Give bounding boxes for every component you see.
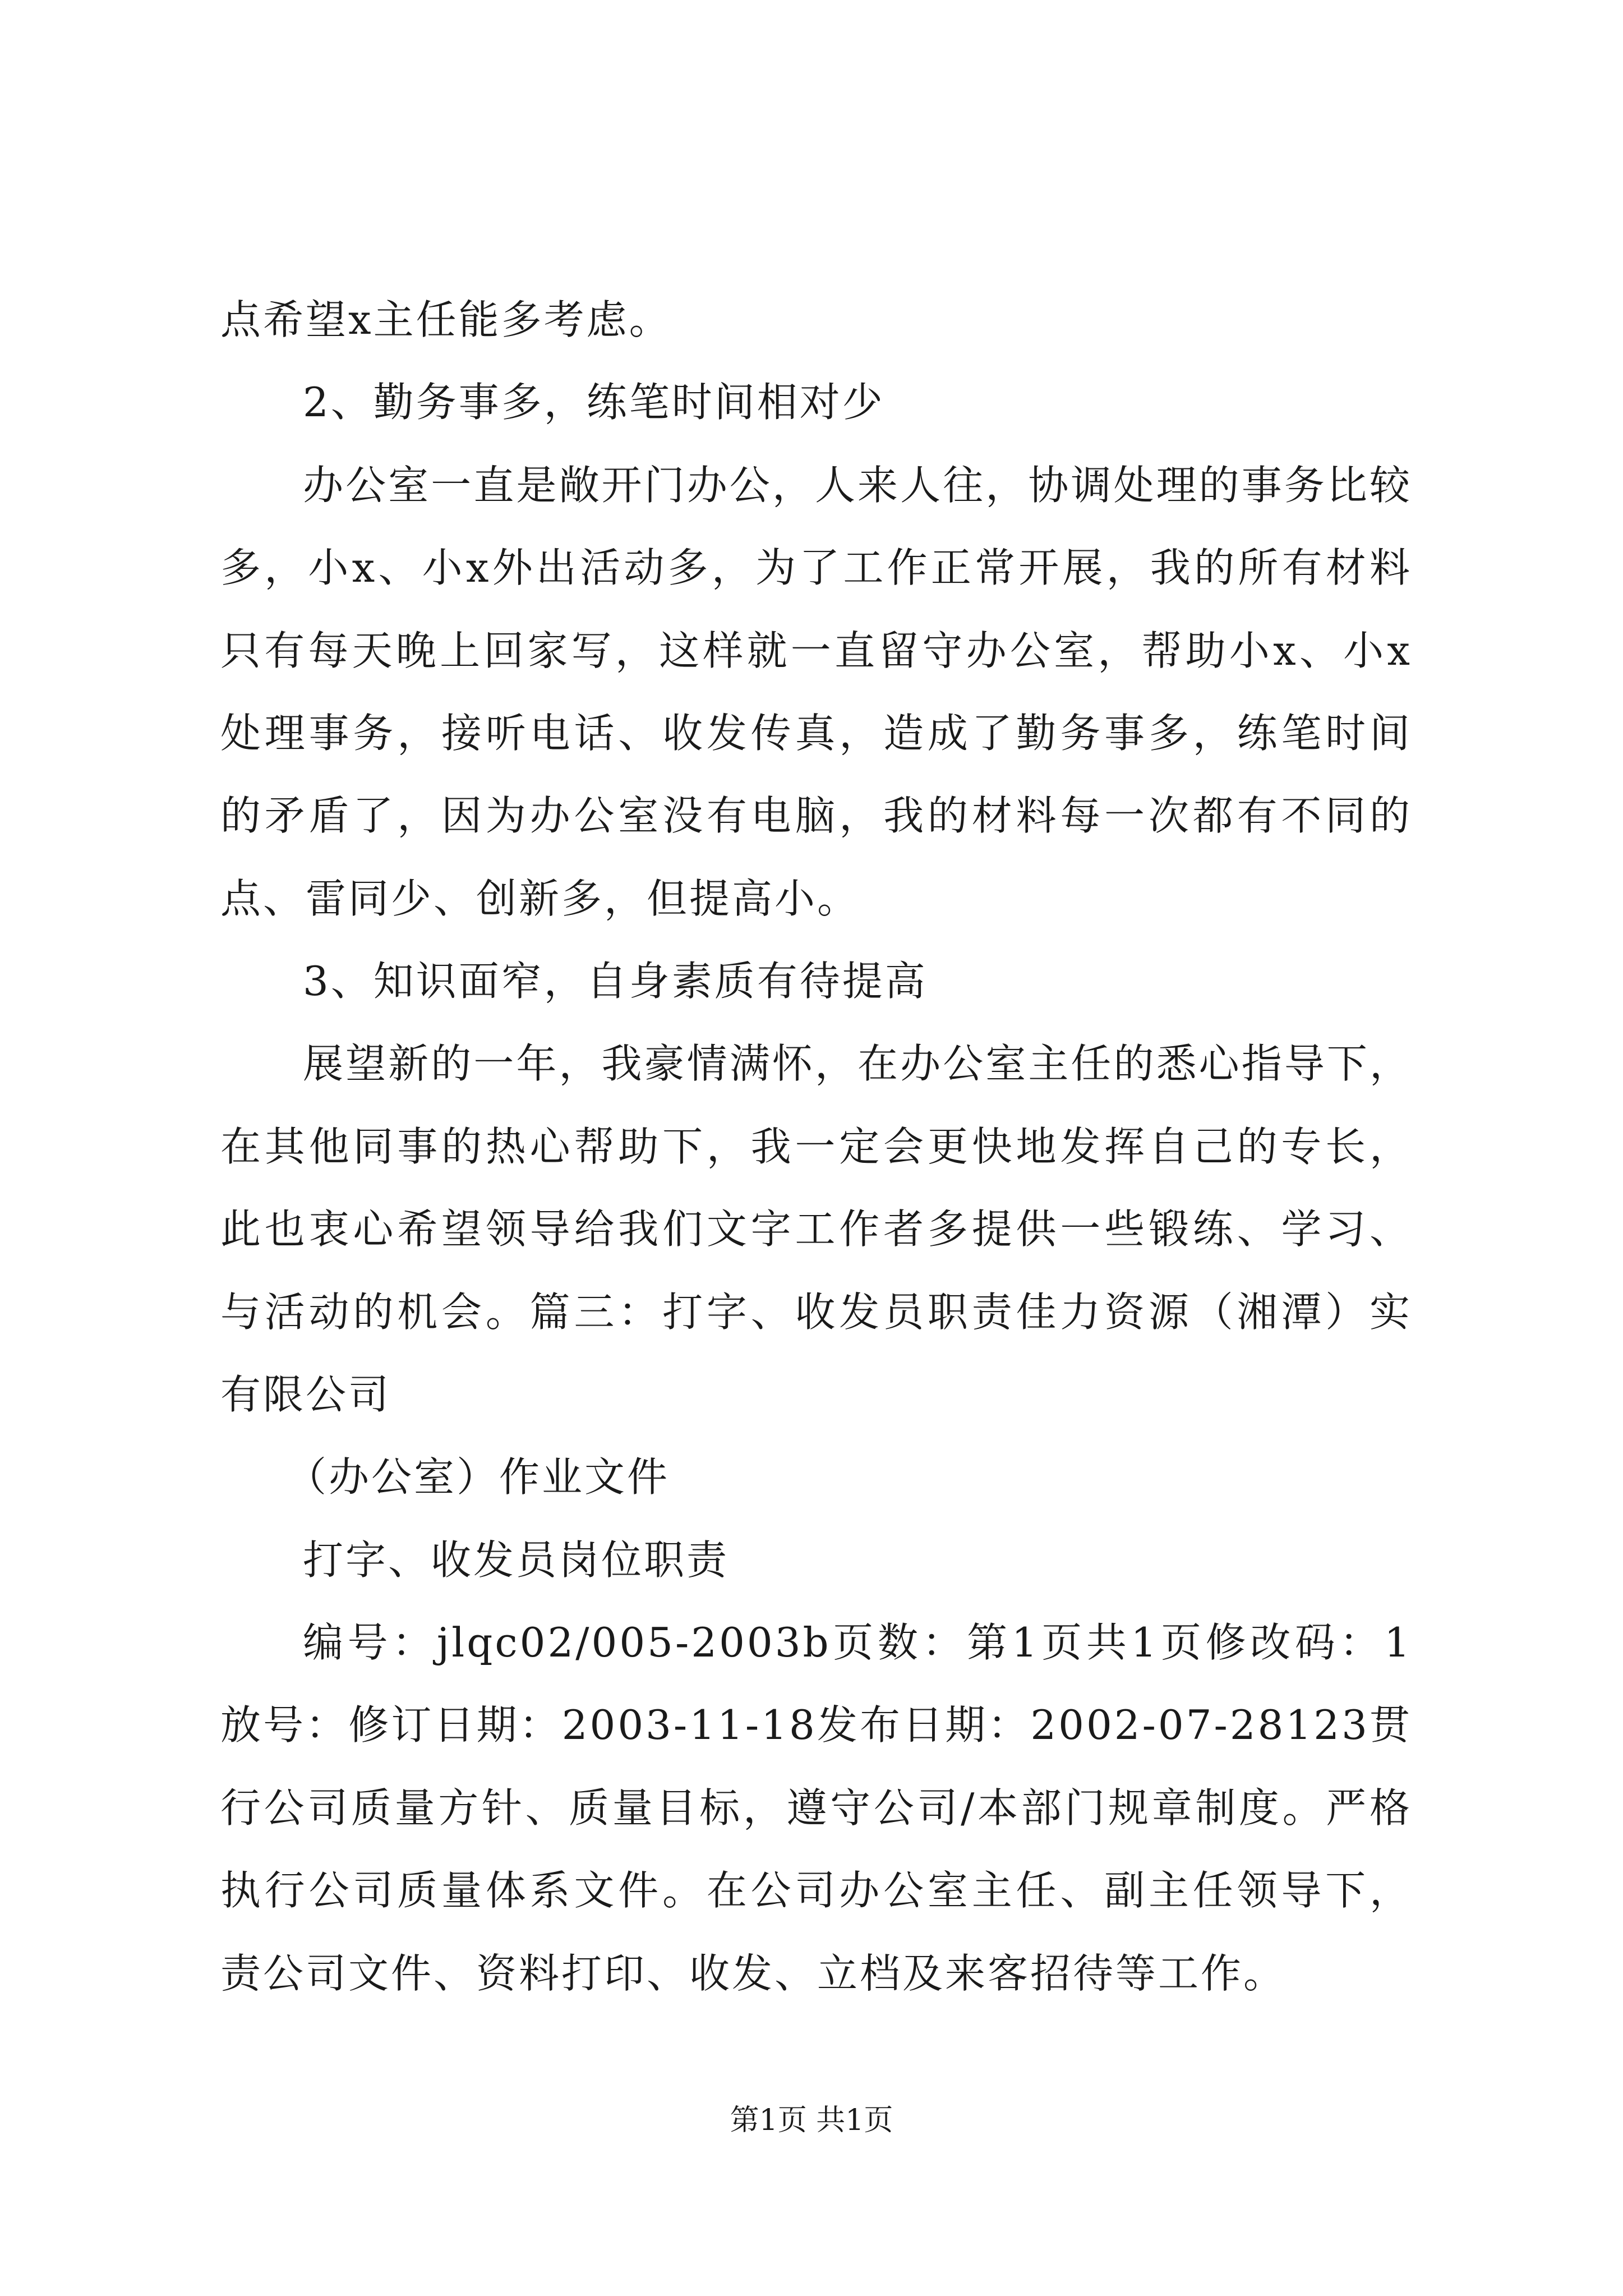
text-line: 点、雷同少、创新多，但提高小。	[220, 875, 860, 922]
text-line: 处理事务，接听电话、收发传真，造成了勤务事多，练笔时间	[220, 710, 1412, 757]
text-line: 的矛盾了，因为办公室没有电脑，我的材料每一次都有不同的	[220, 792, 1412, 839]
section-heading: 3、知识面窄，自身素质有待提高	[303, 958, 928, 1005]
document-subtitle: （办公室）作业文件	[286, 1453, 670, 1501]
document-title: 打字、收发员岗位职责	[303, 1536, 730, 1584]
section-heading: 2、勤务事多，练笔时间相对少	[303, 379, 885, 426]
text-line: 办公室一直是敞开门办公，人来人往，协调处理的事务比较	[303, 462, 1412, 509]
text-line: 编号：jlqc02/005-2003b页数：第1页共1页修改码：1	[303, 1619, 1412, 1666]
text-line: 在其他同事的热心帮助下，我一定会更快地发挥自己的专长，	[220, 1123, 1412, 1170]
text-line: 责公司文件、资料打印、收发、立档及来客招待等工作。	[220, 1950, 1287, 1997]
text-line: 此也衷心希望领导给我们文字工作者多提供一些锻练、学习、	[220, 1205, 1412, 1253]
text-line: 与活动的机会。篇三：打字、收发员职责佳力资源（湘潭）实	[220, 1289, 1412, 1336]
page-footer: 第1页 共1页	[730, 2104, 893, 2137]
text-line: 行公司质量方针、质量目标，遵守公司/本部门规章制度。严格	[220, 1784, 1412, 1832]
text-line: 放号：修订日期：2003-11-18发布日期：2002-07-28123贯	[220, 1701, 1412, 1749]
text-line: 点希望x主任能多考虑。	[220, 296, 672, 343]
text-line: 只有每天晚上回家写，这样就一直留守办公室，帮助小x、小x	[220, 627, 1412, 674]
text-line: 多，小x、小x外出活动多，为了工作正常开展，我的所有材料	[220, 544, 1412, 591]
text-line: 展望新的一年，我豪情满怀，在办公室主任的悉心指导下，	[303, 1040, 1412, 1087]
text-line: 执行公司质量体系文件。在公司办公室主任、副主任领导下，	[220, 1867, 1412, 1914]
text-line: 有限公司	[220, 1371, 391, 1418]
